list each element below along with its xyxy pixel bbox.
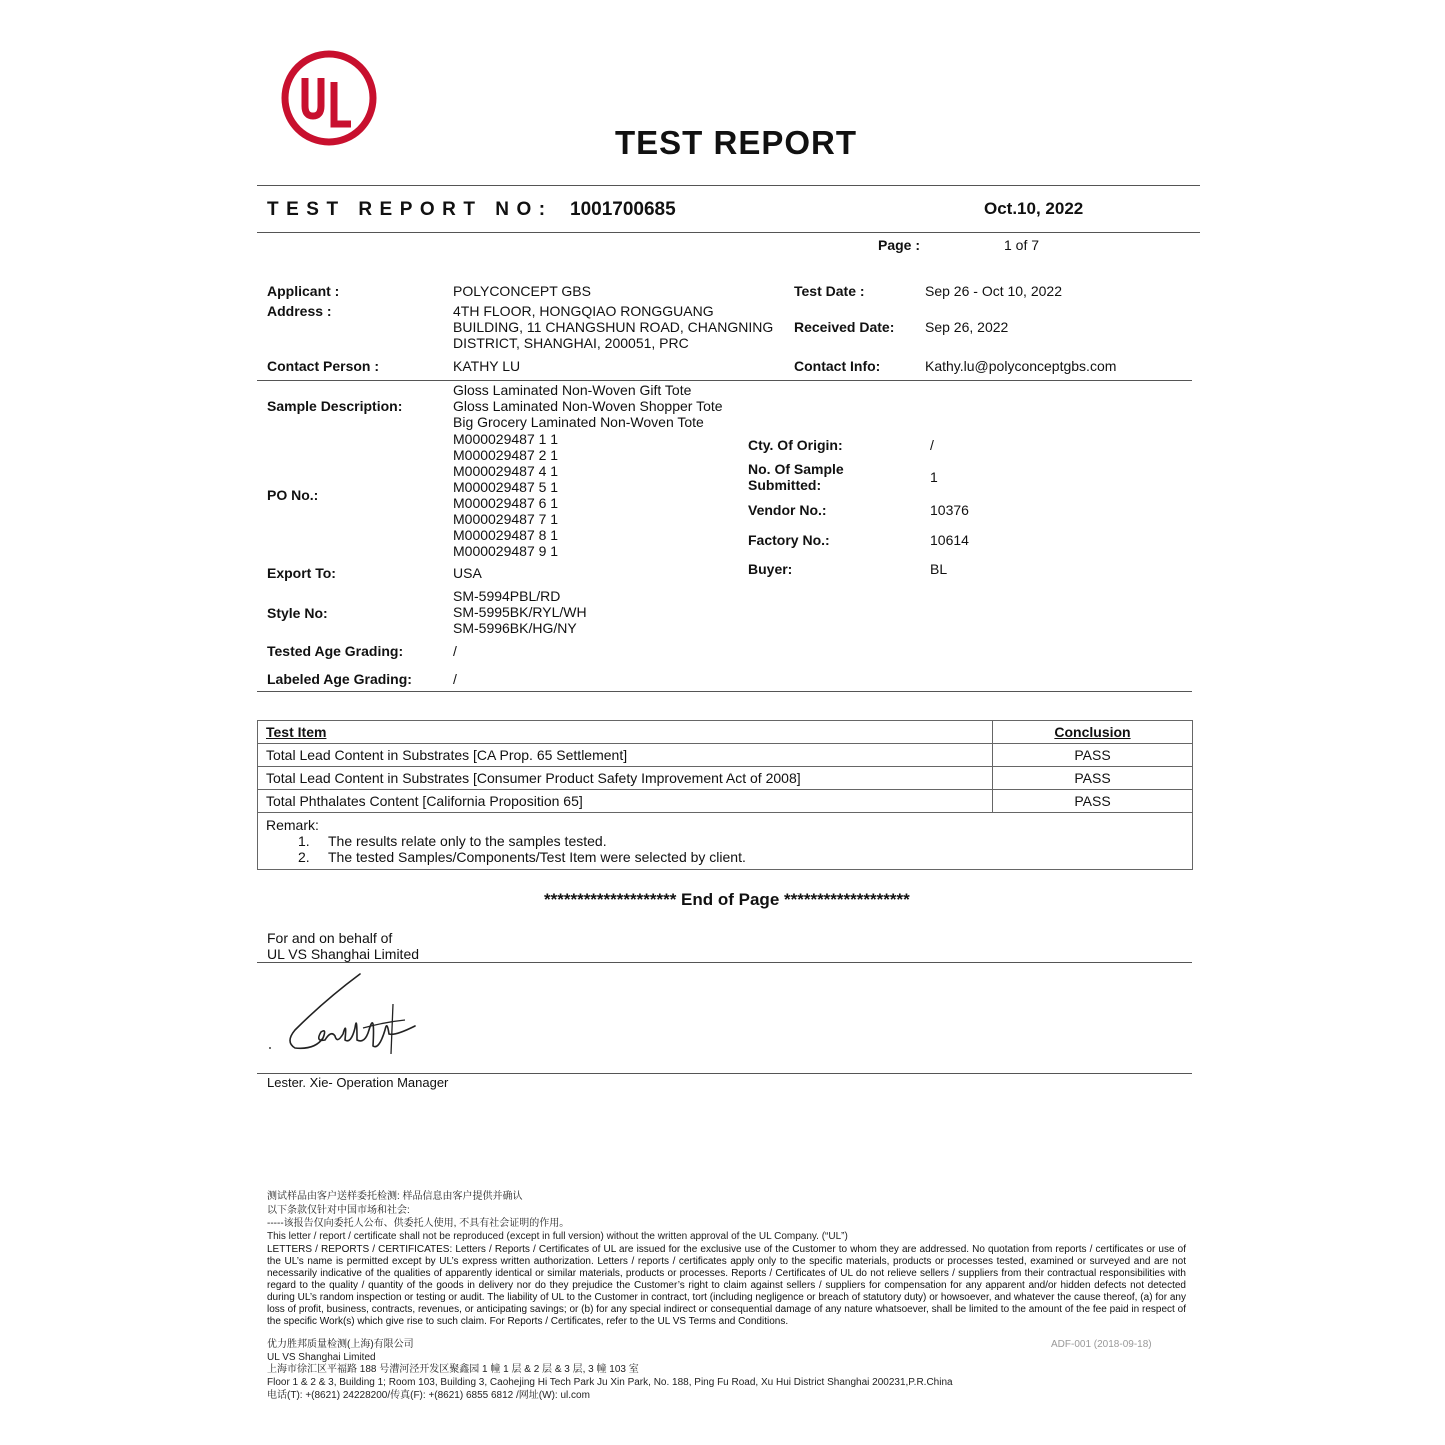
sample-description-line: Big Grocery Laminated Non-Woven Tote bbox=[453, 414, 704, 430]
contact-info-value: Kathy.lu@polyconceptgbs.com bbox=[925, 358, 1117, 374]
page-value: 1 of 7 bbox=[1004, 237, 1040, 253]
style-number: SM-5996BK/HG/NY bbox=[453, 620, 577, 636]
report-number: 1001700685 bbox=[570, 199, 676, 220]
test-date-label: Test Date : bbox=[794, 283, 865, 299]
contact-info-label: Contact Info: bbox=[794, 358, 881, 374]
vendor-value: 10376 bbox=[930, 502, 969, 518]
export-label: Export To: bbox=[267, 565, 336, 581]
report-number-label: TEST REPORT NO: bbox=[267, 199, 553, 220]
contact-details: 电话(T): +(8621) 24228200/传真(F): +(8621) 6855 6812 /网址(W): ul.com bbox=[267, 1390, 590, 1401]
remark-text: The results relate only to the samples tested. bbox=[328, 833, 607, 849]
remark-label: Remark: bbox=[266, 817, 319, 833]
signature-bottom-rule bbox=[257, 1073, 1192, 1074]
remark-text: The tested Samples/Components/Test Item were selected by client. bbox=[328, 849, 746, 865]
remark-item bbox=[266, 833, 1184, 849]
po-number: M000029487 8 1 bbox=[453, 527, 559, 543]
style-number: SM-5995BK/RYL/WH bbox=[453, 604, 587, 620]
po-number: M000029487 1 1 bbox=[453, 431, 559, 447]
num-sample-value: 1 bbox=[930, 469, 938, 485]
column-header-conclusion: Conclusion bbox=[993, 721, 1193, 744]
sample-description-label: Sample Description: bbox=[267, 398, 403, 414]
behalf-line: UL VS Shanghai Limited bbox=[267, 946, 420, 962]
header-bottom-rule bbox=[257, 232, 1200, 233]
factory-value: 10614 bbox=[930, 532, 969, 548]
behalf-block bbox=[267, 930, 419, 962]
po-number: M000029487 6 1 bbox=[453, 495, 559, 511]
header-top-rule bbox=[257, 185, 1200, 186]
style-number-list bbox=[453, 588, 587, 636]
buyer-label: Buyer: bbox=[748, 561, 793, 577]
po-number: M000029487 5 1 bbox=[453, 479, 559, 495]
received-date-value: Sep 26, 2022 bbox=[925, 319, 1009, 335]
section-rule bbox=[257, 691, 1192, 692]
address-line: DISTRICT, SHANGHAI, 200051, PRC bbox=[453, 335, 689, 351]
applicant-value: POLYCONCEPT GBS bbox=[453, 283, 591, 299]
signature-top-rule bbox=[257, 962, 1192, 963]
footer-cn-line: 以下条款仅针对中国市场和社会: bbox=[267, 1205, 410, 1216]
contact-person-value: KATHY LU bbox=[453, 358, 521, 374]
num-sample-label-line: Submitted: bbox=[748, 477, 822, 493]
test-item-cell: Total Phthalates Content [California Proposition 65] bbox=[258, 790, 993, 813]
sample-description-line: Gloss Laminated Non-Woven Gift Tote bbox=[453, 382, 692, 398]
po-number-label: PO No.: bbox=[267, 487, 319, 503]
table-row bbox=[258, 790, 1193, 813]
test-item-cell: Total Lead Content in Substrates [CA Prop. 65 Settlement] bbox=[258, 744, 993, 767]
num-sample-label bbox=[748, 461, 844, 493]
po-number: M000029487 2 1 bbox=[453, 447, 559, 463]
behalf-line: For and on behalf of bbox=[267, 930, 393, 946]
address-cn: 上海市徐汇区平福路 188 号漕河泾开发区聚鑫园 1 幢 1 层 & 2 层 & 3 层, 3 幢 103 室 bbox=[267, 1364, 639, 1375]
table-row bbox=[258, 767, 1193, 790]
po-number: M000029487 4 1 bbox=[453, 463, 559, 479]
address-value bbox=[453, 303, 773, 351]
applicant-label: Applicant : bbox=[267, 283, 340, 299]
address-en: Floor 1 & 2 & 3, Building 1; Room 103, Building 3, Caohejing Hi Tech Park Ju Xin Park, No. 188, Ping Fu Road, Xu Hui District Shanghai 200231,P.R.China bbox=[267, 1377, 953, 1388]
remark-item bbox=[266, 849, 1184, 865]
tested-age-value: / bbox=[453, 643, 457, 659]
company-name-en: UL VS Shanghai Limited bbox=[267, 1352, 376, 1363]
company-name-cn: 优力胜邦质量检测(上海)有限公司 bbox=[267, 1339, 414, 1350]
table-header-row bbox=[258, 721, 1193, 744]
end-of-page-marker: ******************** End of Page ******************* bbox=[544, 890, 910, 909]
contact-person-label: Contact Person : bbox=[267, 358, 380, 374]
po-number: M000029487 7 1 bbox=[453, 511, 559, 527]
address-line: 4TH FLOOR, HONGQIAO RONGGUANG bbox=[453, 303, 714, 319]
footer-reproduction-notice: This letter / report / certificate shall not be reproduced (except in full version) without the written approval of the UL Company. (“UL”) bbox=[267, 1231, 848, 1242]
ul-logo bbox=[281, 50, 377, 146]
section-rule bbox=[257, 380, 1192, 381]
legal-terms: LETTERS / REPORTS / CERTIFICATES: Letters / Reports / Certificates of UL are issued for the exclusive use of the Customer to whom they are addressed. No quotation from reports / certificates or use of the UL’s name is permitted except by UL’s express written authorization. Letters / reports / certificates apply only to the specific materials, products or processes tested, examined or surveyed and are not necessarily indicative of the qualities of apparently identical or similar materials, products or processes. Reports / Certificates of UL do not relieve sellers / suppliers from their contractual responsibilities with regard to the quality / quantity of the goods in delivery nor do they prejudice the Customer’s right to claim against sellers / suppliers for compensation for any apparent and/or hidden defects not detected during UL’s random inspection or testing or audit. The liability of UL to the Customer in contract, tort (including negligence or breach of statutory duty) or howsoever, and whatever the cause thereof, (a) for any loss of profit, business, contracts, revenues, or anticipating savings; or (b) for any special indirect or consequential damage of any nature whatsoever, shall be limited to the amount of the fee paid in respect of the specific Work(s) which give rise to such claim. For Reports / Certificates, refer to the UL VS Terms and Conditions. bbox=[267, 1244, 1186, 1327]
labeled-age-label: Labeled Age Grading: bbox=[267, 671, 412, 687]
address-label: Address : bbox=[267, 303, 332, 319]
sample-description-line: Gloss Laminated Non-Woven Shopper Tote bbox=[453, 398, 723, 414]
footer-cn-line: 测试样品由客户送样委托检测: 样品信息由客户提供并确认 bbox=[267, 1191, 523, 1202]
labeled-age-value: / bbox=[453, 671, 457, 687]
column-header-test-item: Test Item bbox=[258, 721, 993, 744]
footer-cn-line: -----该报告仅向委托人公布、供委托人使用, 不具有社会证明的作用。 bbox=[267, 1218, 570, 1229]
style-number: SM-5994PBL/RD bbox=[453, 588, 561, 604]
vendor-label: Vendor No.: bbox=[748, 502, 827, 518]
page-label: Page : bbox=[878, 237, 921, 253]
conclusion-cell: PASS bbox=[993, 790, 1193, 813]
num-sample-label-line: No. Of Sample bbox=[748, 461, 844, 477]
buyer-value: BL bbox=[930, 561, 948, 577]
document-code: ADF-001 (2018-09-18) bbox=[1051, 1339, 1152, 1350]
style-number-label: Style No: bbox=[267, 605, 328, 621]
po-number-list bbox=[453, 431, 558, 559]
remark-number: 1. bbox=[298, 833, 310, 849]
document-title: TEST REPORT bbox=[615, 124, 858, 161]
results-table bbox=[257, 720, 1193, 870]
remark-number: 2. bbox=[298, 849, 310, 865]
remark-row bbox=[258, 813, 1193, 870]
handwritten-signature bbox=[265, 970, 435, 1060]
address-line: BUILDING, 11 CHANGSHUN ROAD, CHANGNING bbox=[453, 319, 774, 335]
tested-age-label: Tested Age Grading: bbox=[267, 643, 404, 659]
test-date-value: Sep 26 - Oct 10, 2022 bbox=[925, 283, 1062, 299]
signer-name: Lester. Xie- Operation Manager bbox=[267, 1075, 449, 1090]
po-number: M000029487 9 1 bbox=[453, 543, 559, 559]
test-item-cell: Total Lead Content in Substrates [Consumer Product Safety Improvement Act of 2008] bbox=[258, 767, 993, 790]
report-date: Oct.10, 2022 bbox=[984, 199, 1084, 218]
sample-description-value bbox=[453, 382, 723, 430]
origin-value: / bbox=[930, 437, 934, 453]
table-row bbox=[258, 744, 1193, 767]
conclusion-cell: PASS bbox=[993, 767, 1193, 790]
remark-cell bbox=[258, 813, 1193, 870]
conclusion-cell: PASS bbox=[993, 744, 1193, 767]
received-date-label: Received Date: bbox=[794, 319, 895, 335]
export-value: USA bbox=[453, 565, 482, 581]
factory-label: Factory No.: bbox=[748, 532, 830, 548]
origin-label: Cty. Of Origin: bbox=[748, 437, 843, 453]
